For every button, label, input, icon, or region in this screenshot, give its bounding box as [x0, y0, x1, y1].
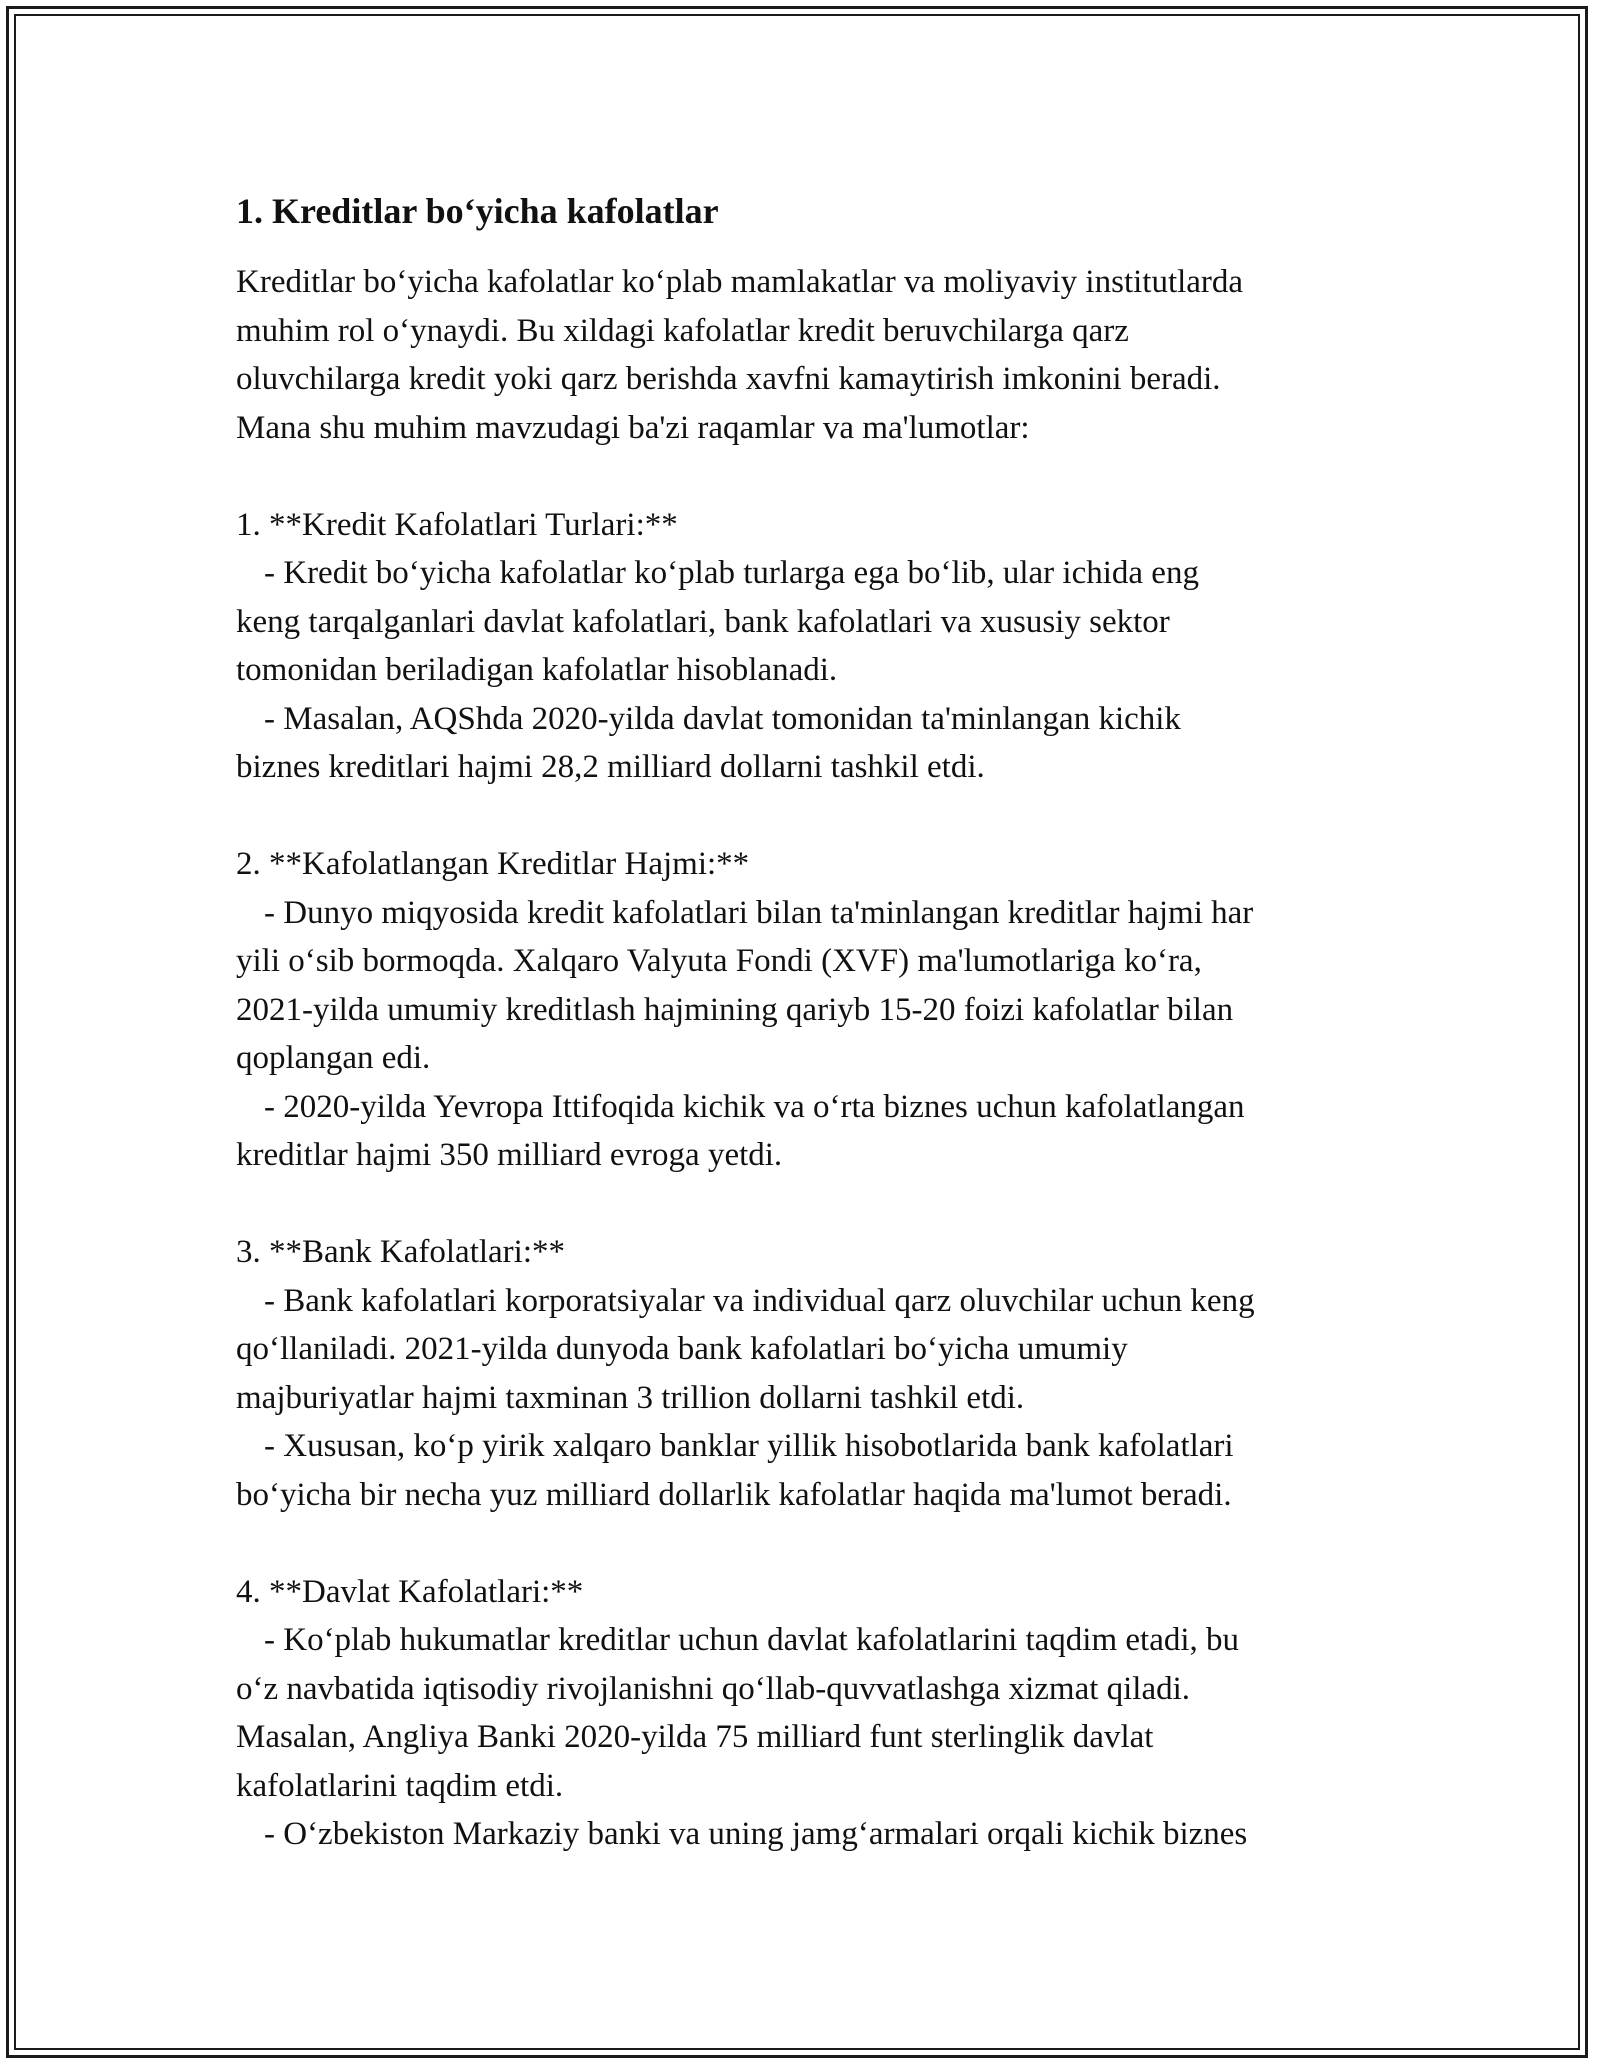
bullet-line: yili o‘sib bormoqda. Xalqaro Valyuta Fondi (XVF) ma'lumotlariga ko‘ra, — [236, 943, 1202, 979]
section-kredit-kafolatlari-turlari — [236, 501, 1366, 792]
bullet-line: biznes kreditlari hajmi 28,2 milliard dollarni tashkil etdi. — [236, 749, 985, 785]
paragraph-gap — [236, 792, 1366, 841]
section-davlat-kafolatlari — [236, 1568, 1366, 1859]
bullet-line: o‘z navbatida iqtisodiy rivojlanishni qo‘llab-quvvatlashga xizmat qiladi. — [236, 1670, 1191, 1707]
intro-line: muhim rol o‘ynaydi. Bu xildagi kafolatlar kredit beruvchilarga qarz — [236, 312, 1129, 349]
bullet-line: 2021-yilda umumiy kreditlash hajmining qariyb 15-20 foizi kafolatlar bilan — [236, 991, 1234, 1028]
bullet-line: - Ko‘plab hukumatlar kreditlar uchun davlat kafolatlarini taqdim etadi, bu — [264, 1622, 1240, 1658]
section-bank-kafolatlari — [236, 1228, 1366, 1519]
bullet-line: - Kredit bo‘yicha kafolatlar ko‘plab turlarga ega bo‘lib, ular ichida eng — [264, 555, 1199, 591]
section-title: 3. **Bank Kafolatlari:** — [236, 1234, 566, 1270]
bullet-line: qoplangan edi. — [236, 1040, 431, 1076]
bullet-line: kafolatlarini taqdim etdi. — [236, 1767, 564, 1804]
section-title: 4. **Davlat Kafolatlari:** — [236, 1573, 584, 1610]
bullet-line: majburiyatlar hajmi taxminan 3 trillion dollarni tashkil etdi. — [236, 1379, 1025, 1416]
bullet-line: - Xususan, ko‘p yirik xalqaro banklar yillik hisobotlarida bank kafolatlari — [264, 1428, 1234, 1464]
bullet-line: bo‘yicha bir necha yuz milliard dollarlik kafolatlar haqida ma'lumot beradi. — [236, 1476, 1232, 1513]
bullet-line: kreditlar hajmi 350 milliard evroga yetdi. — [236, 1137, 783, 1173]
bullet-line: Masalan, Angliya Banki 2020-yilda 75 milliard funt sterlinglik davlat — [236, 1719, 1154, 1755]
section-heading: 1. Kreditlar bo‘yicha kafolatlar — [236, 191, 719, 231]
bullet-line: - Masalan, AQShda 2020-yilda davlat tomonidan ta'minlangan kichik — [264, 700, 1181, 737]
intro-line: oluvchilarga kredit yoki qarz berishda xavfni kamaytirish imkonini beradi. — [236, 361, 1221, 397]
bullet-line: tomonidan beriladigan kafolatlar hisoblanadi. — [236, 652, 838, 688]
intro-paragraph — [236, 258, 1366, 452]
section-title: 2. **Kafolatlangan Kreditlar Hajmi:** — [236, 846, 750, 882]
bullet-line: - Dunyo miqyosida kredit kafolatlari bilan ta'minlangan kreditlar hajmi har — [264, 894, 1254, 931]
bullet-line: keng tarqalganlari davlat kafolatlari, bank kafolatlari va xususiy sektor — [236, 603, 1170, 640]
bullet-line: - O‘zbekiston Markaziy banki va uning jamg‘armalari orqali kichik biznes — [264, 1816, 1248, 1852]
paragraph-gap — [236, 1180, 1366, 1229]
bullet-line: - 2020-yilda Yevropa Ittifoqida kichik va o‘rta biznes uchun kafolatlangan — [264, 1088, 1245, 1125]
section-kafolatlangan-kreditlar-hajmi — [236, 840, 1366, 1180]
intro-line: Mana shu muhim mavzudagi ba'zi raqamlar va ma'lumotlar: — [236, 409, 1030, 446]
document-body — [236, 186, 1366, 1859]
intro-line: Kreditlar bo‘yicha kafolatlar ko‘plab mamlakatlar va moliyaviy institutlarda — [236, 264, 1244, 300]
paragraph-gap — [236, 1519, 1366, 1568]
section-title: 1. **Kredit Kafolatlari Turlari:** — [236, 506, 678, 543]
bullet-line: - Bank kafolatlari korporatsiyalar va individual qarz oluvchilar uchun keng — [264, 1282, 1255, 1319]
paragraph-gap — [236, 452, 1366, 501]
bullet-line: qo‘llaniladi. 2021-yilda dunyoda bank kafolatlari bo‘yicha umumiy — [236, 1331, 1128, 1367]
